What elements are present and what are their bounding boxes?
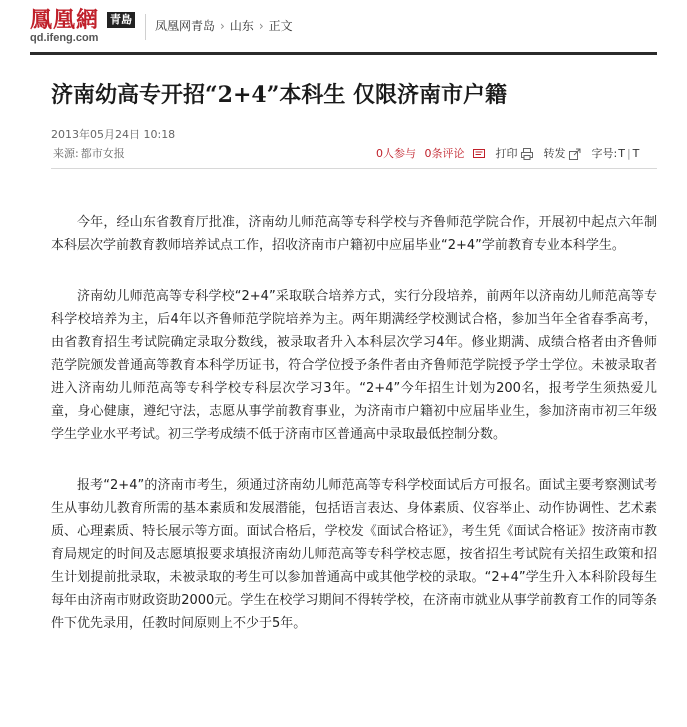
header-divider (145, 14, 146, 40)
site-header (0, 0, 687, 50)
participants-link[interactable]: 0人参与 (376, 147, 416, 160)
breadcrumb-current: 正文 (268, 19, 293, 33)
comment-icon-button[interactable] (473, 146, 487, 162)
breadcrumb (155, 18, 293, 34)
article-paragraph: 今年，经山东省教育厅批准，济南幼儿师范高等专科学校与齐鲁师范学院合作，开展初中起点六年制本科层次学前教育教师培养试点工作，招收济南市户籍初中应届毕业“2+4”学前教育专业本科学生。 (51, 215, 657, 253)
print-icon (521, 148, 533, 160)
logo-wordmark: 鳳凰網 (30, 7, 100, 33)
print-label: 打印 (495, 147, 518, 160)
breadcrumb-separator-icon: › (258, 19, 264, 33)
meta-divider (51, 168, 657, 169)
article-paragraph: 报考“2+4”的济南市考生，须通过济南幼儿师范高等专科学校面试后方可报名。面试主要考察测试考生从事幼儿教育所需的基本素质和发展潜能，包括语言表达、身体素质、仪容举止、动作协调性、艺术素质、心理素质、特长展示等方面。面试合格后，学校发《面试合格证》，考生凭《面试合格证》按济南市教育局规定的时间及志愿填报要求填报济南幼儿师范高等专科学校志愿，按省招生考试院有关招生政策和招生计划提前批录取，未被录取的考生可以参加普通高中或其他学校的录取。“2+4”学生升入本科阶段每生每年由济南市财政资助2000元。学生在校学习期间不得转学校，在济南市就业从事学前教育工作的同等条件下优先录用，任教时间原则上不少于5年。 (51, 478, 657, 631)
article-source (51, 147, 125, 161)
font-size-small-button[interactable]: T (632, 147, 640, 160)
logo-city-tag: 青島 (107, 12, 135, 28)
breadcrumb-home-link[interactable]: 凤凰网青岛 (155, 19, 216, 33)
comment-icon (473, 148, 485, 160)
print-button[interactable] (496, 146, 536, 162)
article-date: 2013年05月24日 10:18 (51, 128, 176, 141)
share-button[interactable] (544, 146, 584, 162)
source-name[interactable]: 都市女报 (80, 147, 125, 160)
article-paragraph: 济南幼儿师范高等专科学校“2+4”采取联合培养方式，实行分段培养，前两年以济南幼儿师范高等专科学校培养为主，后4年以齐鲁师范学院培养为主。两年期满经学校测试合格，参加当年全省春季高考，由省教育招生考试院确定录取分数线，被录取者升入本科层次学习4年。修业期满、成绩合格者由齐鲁师范学院颁发普通高等教育本科学历证书，符合学位授予条件者由齐鲁师范学院授予学士学位。未被录取者进入济南幼儿师范高等专科学校专科层次学习3年。“2+4”今年招生计划为200名，报考学生须热爱儿童，身心健康，遵纪守法，志愿从事学前教育事业，为济南市户籍初中应届毕业生，参加济南市初三年级学生学业水平考试。初三学考成绩不低于济南市区普通高中录取最低控制分数。 (51, 289, 657, 442)
share-icon (569, 148, 581, 160)
font-size-large-button[interactable]: T (618, 147, 625, 160)
header-rule (30, 52, 657, 55)
breadcrumb-shandong-link[interactable]: 山东 (229, 19, 254, 33)
article-actions (376, 146, 644, 162)
comments-link[interactable]: 0条评论 (424, 147, 465, 160)
article-body (51, 211, 657, 663)
share-label: 转发 (543, 147, 566, 160)
font-size-divider: | (626, 147, 631, 160)
font-size-control (592, 146, 640, 162)
font-size-label: 字号: (591, 147, 618, 160)
ifeng-qingdao-logo[interactable] (30, 8, 148, 46)
breadcrumb-separator-icon: › (220, 19, 225, 33)
article-title: 济南幼高专开招“2+4”本科生 仅限济南市户籍 (51, 82, 508, 108)
source-label: 来源: (53, 147, 79, 160)
logo-url: qd.ifeng.com (30, 32, 99, 44)
